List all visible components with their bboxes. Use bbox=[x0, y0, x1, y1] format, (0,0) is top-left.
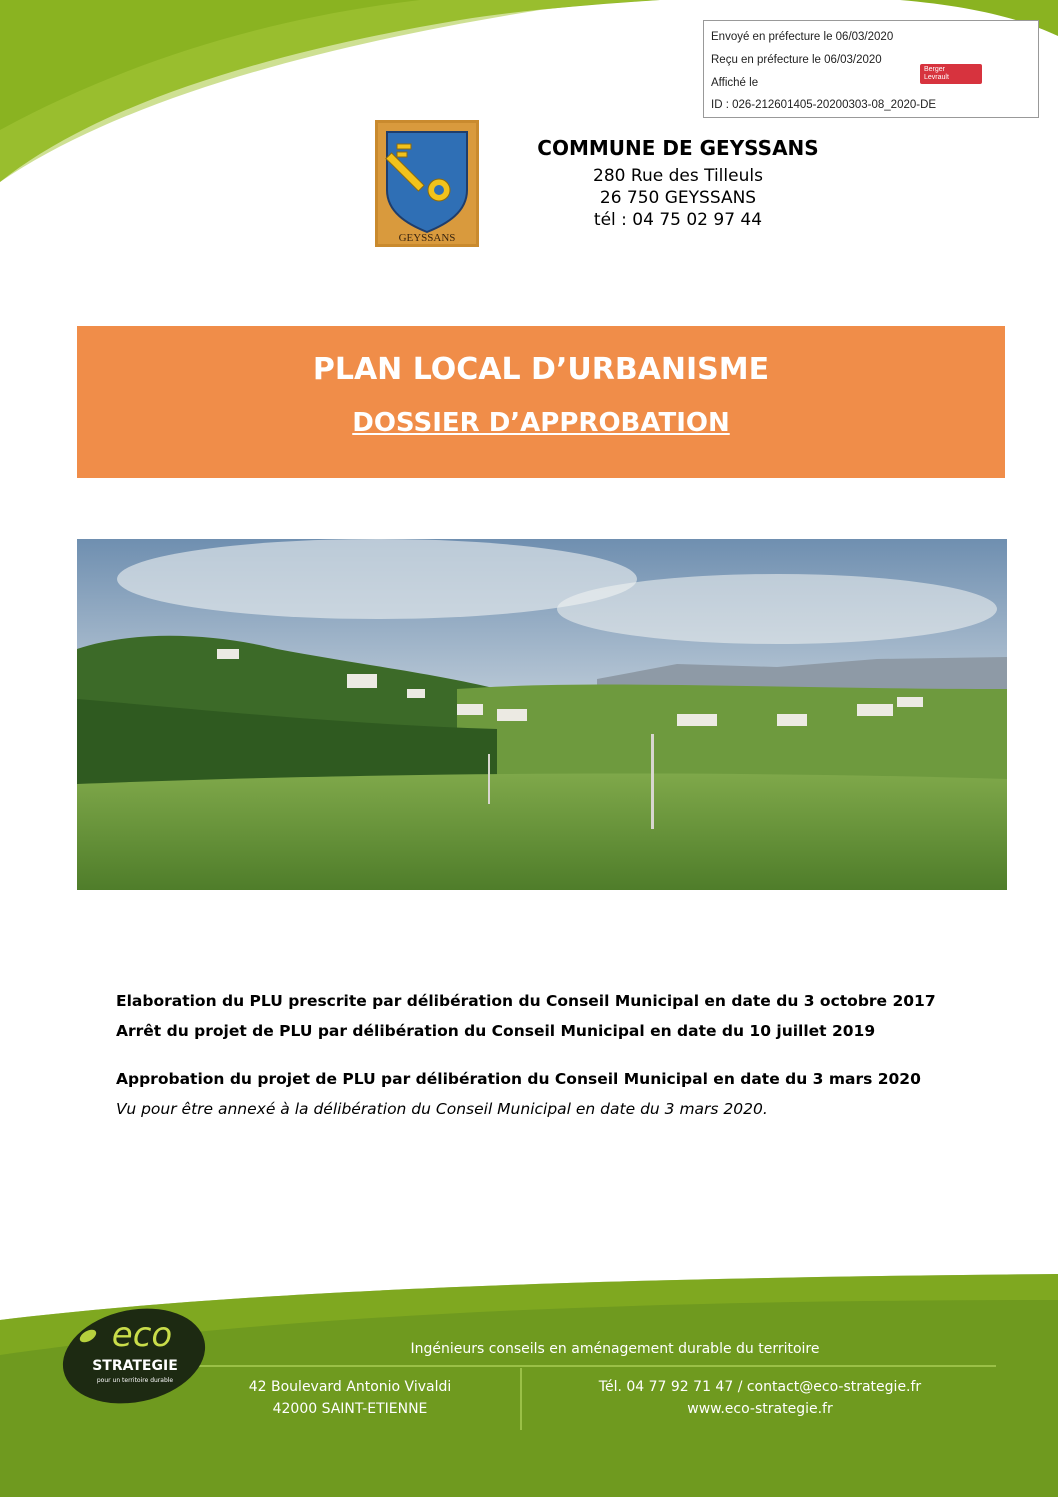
title-banner bbox=[77, 326, 1005, 478]
prefecture-stamp bbox=[703, 20, 1039, 118]
stamp-received-date: Reçu en préfecture le 06/03/2020 bbox=[711, 54, 882, 66]
document-title: PLAN LOCAL D’URBANISME bbox=[312, 352, 770, 387]
mention-elaboration: Elaboration du PLU prescrite par délibération du Conseil Municipal en date du 3 octobre 2017 bbox=[116, 992, 936, 1010]
address-city: 26 750 GEYSSANS bbox=[599, 188, 757, 208]
mention-vu-annexe: Vu pour être annexé à la délibération du Conseil Municipal en date du 3 mars 2020. bbox=[116, 1100, 768, 1118]
logo-eco-text: eco bbox=[111, 1315, 173, 1355]
mention-approbation: Approbation du projet de PLU par délibération du Conseil Municipal en date du 3 mars 2020 bbox=[116, 1070, 921, 1088]
logo-tagline-text: pour un territoire durable bbox=[96, 1377, 174, 1384]
commune-crest-icon bbox=[375, 120, 479, 247]
mention-arret: Arrêt du projet de PLU par délibération du Conseil Municipal en date du 10 juillet 2019 bbox=[116, 1022, 876, 1040]
landscape-photo bbox=[77, 539, 1007, 890]
stamp-id: ID : 026-212601405-20200303-08_2020-DE bbox=[711, 99, 937, 111]
eco-strategie-logo bbox=[60, 1306, 210, 1406]
footer-tagline: Ingénieurs conseils en aménagement durable du territoire bbox=[410, 1341, 820, 1357]
address-phone: tél : 04 75 02 97 44 bbox=[593, 210, 763, 230]
stamp-sent-date: Envoyé en préfecture le 06/03/2020 bbox=[711, 31, 894, 43]
berger-levrault-logo: Berger Levrault bbox=[920, 64, 982, 84]
footer-website-link[interactable]: www.eco-strategie.fr bbox=[687, 1401, 833, 1417]
footer-contact[interactable]: Tél. 04 77 92 71 47 / contact@eco-strategie.fr bbox=[598, 1379, 922, 1395]
commune-name: COMMUNE DE GEYSSANS bbox=[537, 136, 819, 160]
crest-label: GEYSSANS bbox=[398, 232, 456, 244]
footer-address-line2: 42000 SAINT-ETIENNE bbox=[272, 1401, 428, 1417]
logo-strategie-text: STRATEGIE bbox=[92, 1358, 178, 1374]
document-subtitle: DOSSIER D’APPROBATION bbox=[352, 408, 730, 438]
footer-address-line1: 42 Boulevard Antonio Vivaldi bbox=[248, 1379, 452, 1395]
stamp-posted: Affiché le bbox=[711, 77, 759, 89]
address-street: 280 Rue des Tilleuls bbox=[593, 166, 763, 186]
